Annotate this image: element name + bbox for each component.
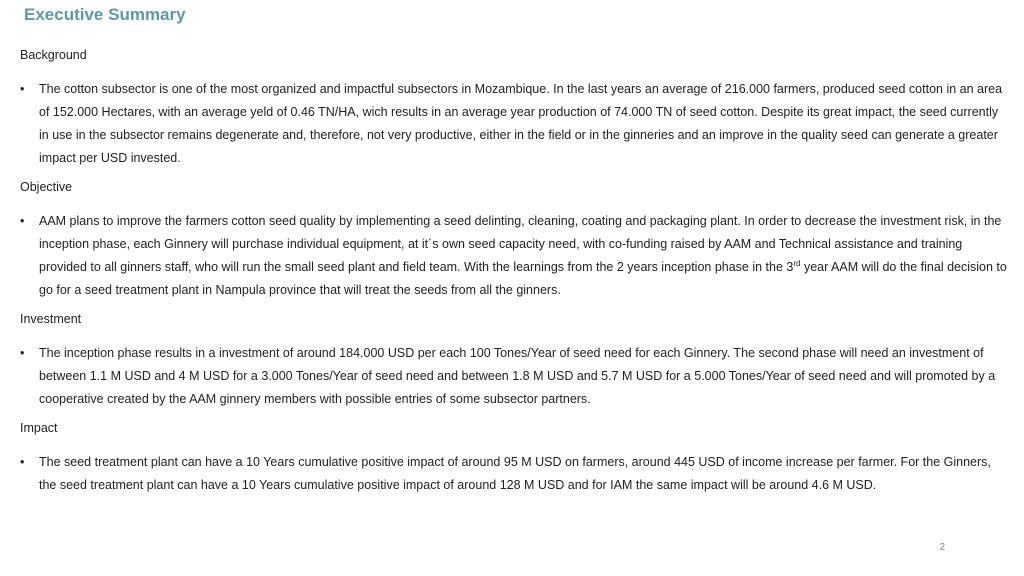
bullet-text-objective-part2: year AAM will do the final decision to go for a seed treatment plant in Nampula province that will treat the seeds from all the ginners. (39, 260, 1007, 297)
section-heading-investment: Investment (20, 312, 82, 326)
bullet-impact (20, 451, 1010, 497)
page-title: Executive Summary (24, 5, 186, 24)
bullet-dot: • (20, 455, 25, 469)
bullet-dot: • (20, 214, 25, 228)
bullet-dot: • (20, 82, 25, 96)
ordinal-superscript: rd (793, 258, 801, 268)
bullet-text-investment: The inception phase results in a investment of around 184.000 USD per each 100 Tones/Year of seed need for each Ginnery. The second phase will need an investment of between 1.1 M USD and 4 M USD for a 3.000 Tones/Year of seed need and between 1.8 M USD and 5.7 M USD for a 5.000 Tones/Year of seed need and will promoted by a cooperative created by the AAM ginnery members with possible entries of some subsector partners. (39, 346, 996, 406)
section-heading-objective: Objective (20, 180, 73, 194)
bullet-background (20, 78, 1010, 170)
summary-content (20, 46, 1010, 497)
bullet-dot: • (20, 346, 25, 360)
bullet-text-objective-part1: AAM plans to improve the farmers cotton seed quality by implementing a seed delinting, cleaning, coating and packaging plant. In order to decrease the investment risk, in the inception phase, each Ginnery will purchase individual equipment, at it´s own seed capacity need, with co-funding raised by AAM and Technical assistance and training provided to all ginners staff, who will run the small seed plant and field team. With the learnings from the 2 years inception phase in the 3 (39, 214, 1002, 274)
page-number: 2 (939, 542, 945, 553)
bullet-investment (20, 342, 1010, 411)
bullet-text-objective (39, 210, 1010, 302)
bullet-text-impact: The seed treatment plant can have a 10 Years cumulative positive impact of around 95 M USD on farmers, around 445 USD of income increase per farmer. For the Ginners, the seed treatment plant can have a 10 Years cumulative positive impact of around 128 M USD and for IAM the same impact will be around 4.6 M USD. (39, 455, 991, 492)
bullet-objective (20, 210, 1010, 302)
section-heading-impact: Impact (20, 421, 58, 435)
section-heading-background: Background (20, 48, 87, 62)
bullet-text-background: The cotton subsector is one of the most organized and impactful subsectors in Mozambique. In the last years an average of 216.000 farmers, produced seed cotton in an area of 152.000 Hectares, with an average yeld of 0.46 TN/HA, wich results in an average year production of 74.000 TN of seed cotton. Despite its great impact, the seed currently in use in the subsector remains degenerate and, therefore, not very productive, either in the field or in the ginneries and an improve in the quality seed can generate a greater impact per USD invested. (39, 82, 1003, 165)
